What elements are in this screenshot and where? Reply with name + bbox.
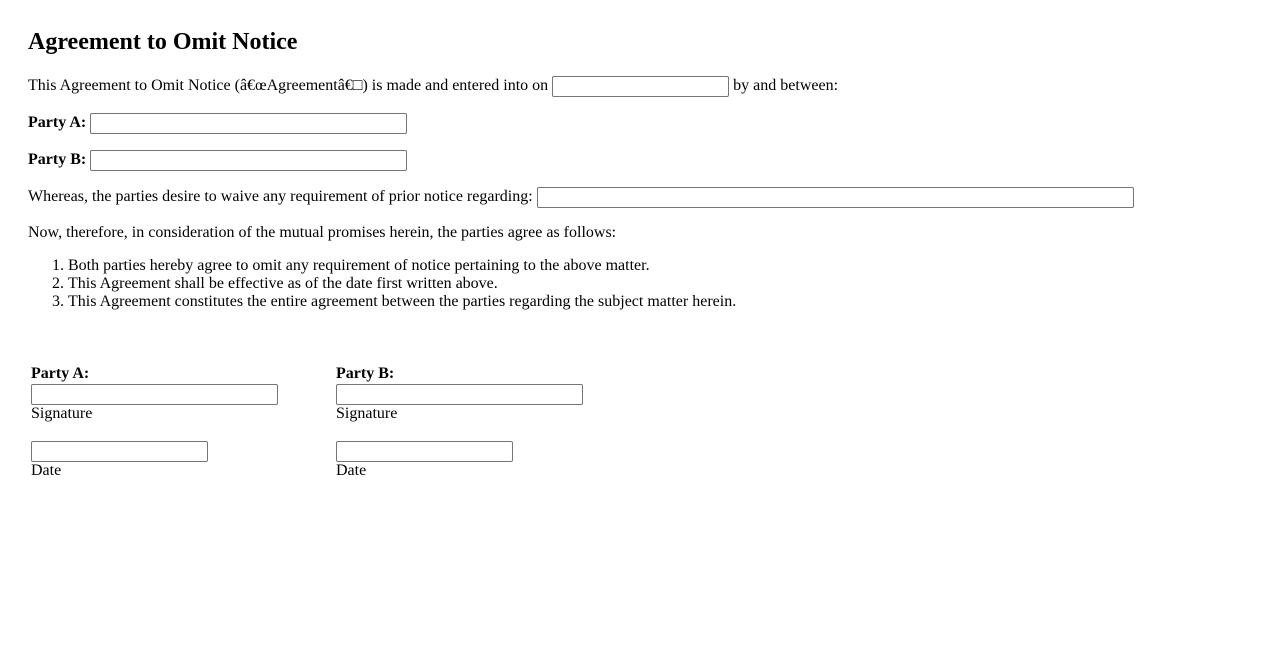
- consideration-paragraph: Now, therefore, in consideration of the mutual promises herein, the parties agree as follows:: [28, 224, 617, 241]
- party-a-date-input[interactable]: [31, 441, 208, 462]
- signature-section: [31, 364, 641, 480]
- party-b-signature-input[interactable]: [336, 384, 583, 405]
- party-b-signature-block: [336, 364, 641, 480]
- clauses-list: [28, 257, 1250, 311]
- party-a-input[interactable]: [90, 113, 407, 134]
- subject-matter-input[interactable]: [537, 187, 1134, 208]
- party-a-signature-block: [31, 364, 336, 480]
- intro-text-end: by and between:: [733, 77, 839, 94]
- party-b-signature-label: Signature: [336, 405, 398, 422]
- agreement-date-input[interactable]: [552, 76, 729, 97]
- party-b-date-block: [336, 441, 641, 480]
- whereas-row: [28, 186, 1250, 208]
- party-a-signature-input[interactable]: [31, 384, 278, 405]
- party-b-date-input[interactable]: [336, 441, 513, 462]
- agreement-page: [0, 0, 1278, 311]
- list-item: 2. This Agreement shall be effective as of the date first written above.: [68, 275, 1250, 293]
- list-item: 1. Both parties hereby agree to omit any requirement of notice pertaining to the above matter.: [68, 257, 1250, 275]
- intro-text: This Agreement to Omit Notice (â€œAgreementâ€□) is made and entered into on: [28, 77, 549, 94]
- party-a-date-label: Date: [31, 462, 62, 479]
- party-a-signature-label: Signature: [31, 405, 93, 422]
- party-b-row: [28, 149, 1250, 171]
- whereas-text: Whereas, the parties desire to waive any requirement of prior notice regarding:: [28, 188, 533, 205]
- party-a-signature-heading: Party A:: [31, 365, 90, 382]
- intro-paragraph: [28, 75, 1250, 97]
- page-title: Agreement to Omit Notice: [28, 29, 298, 55]
- party-b-label: Party B:: [28, 151, 87, 168]
- party-b-date-label: Date: [336, 462, 367, 479]
- list-item: 3. This Agreement constitutes the entire agreement between the parties regarding the subject matter herein.: [68, 293, 1250, 311]
- party-a-row: [28, 112, 1250, 134]
- party-b-input[interactable]: [90, 150, 407, 171]
- party-b-signature-heading: Party B:: [336, 365, 395, 382]
- party-a-date-block: [31, 441, 336, 480]
- party-a-label: Party A:: [28, 114, 87, 131]
